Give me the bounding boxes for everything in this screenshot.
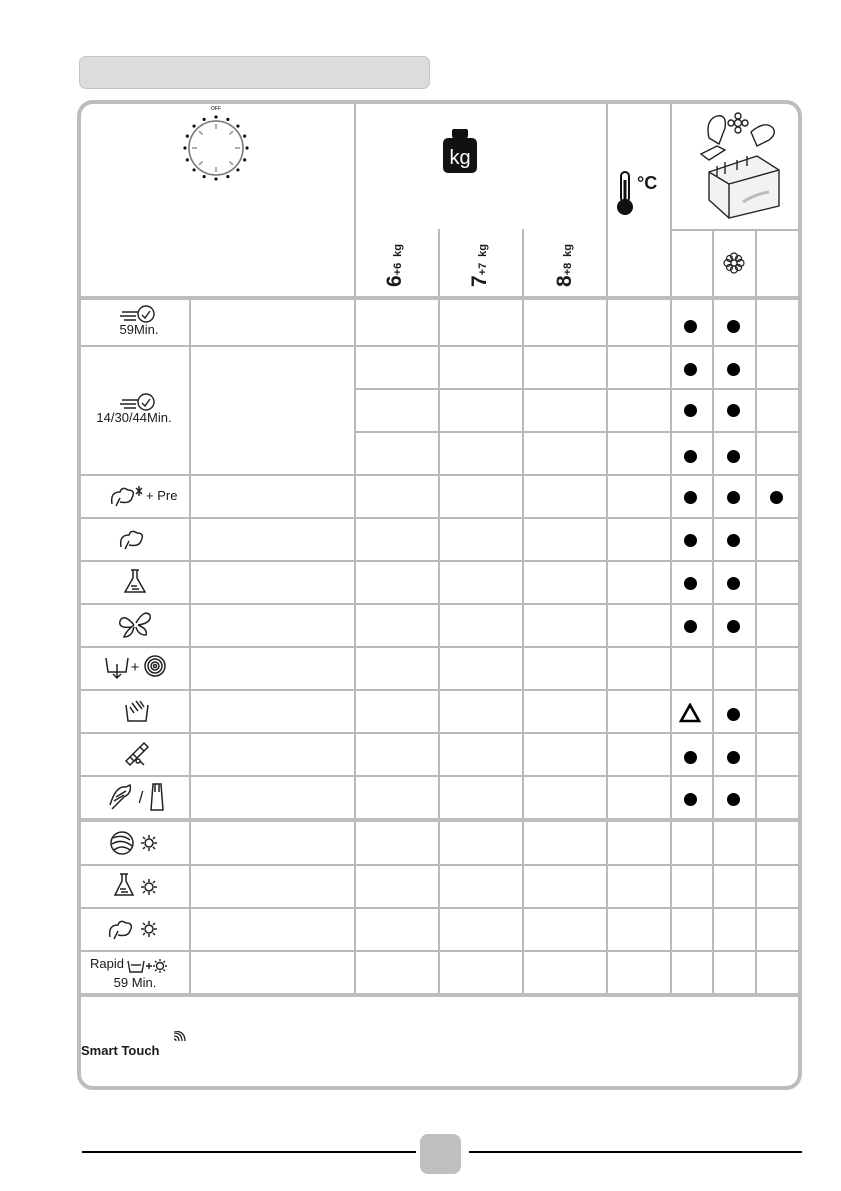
softener-flower-icon — [723, 252, 745, 274]
rapid-clock-icon — [118, 304, 158, 324]
detergent-dot-mark — [727, 404, 740, 417]
synthetic-flask-icon — [113, 872, 135, 898]
dial-off-label: OFF — [211, 106, 221, 112]
detergent-dot-mark — [684, 450, 697, 463]
cotton-icon — [117, 527, 149, 551]
detergent-dot-mark — [727, 620, 740, 633]
program-14-30-44min-label: 14/30/44Min. — [96, 410, 172, 425]
detergent-dot-mark — [770, 491, 783, 504]
weight-icon-label: kg — [449, 147, 471, 169]
detergent-dot-mark — [727, 708, 740, 721]
weight-icon — [443, 129, 477, 173]
detergent-dot-mark — [727, 363, 740, 376]
delicates-butterfly-icon — [116, 609, 154, 639]
grid-line — [81, 560, 798, 562]
grid-line — [81, 775, 798, 777]
rapid-wash-dry-icon — [127, 958, 167, 974]
grid-line — [354, 388, 798, 390]
footer-rule — [469, 1151, 802, 1153]
spin-icon — [143, 654, 167, 678]
grid-line — [606, 104, 608, 994]
detergent-dot-mark — [684, 404, 697, 417]
grid-line — [81, 345, 798, 347]
program-59min-label: 59Min. — [119, 322, 159, 337]
load-6kg-label: 6+6 kg — [383, 244, 406, 287]
detergent-dot-mark — [727, 751, 740, 764]
cotton-icon — [106, 917, 138, 941]
wool-hand-icon — [106, 781, 136, 811]
detergent-dot-mark — [727, 577, 740, 590]
program-rapid-label: Rapid — [90, 956, 124, 971]
grid-line — [522, 229, 524, 994]
grid-line — [81, 474, 798, 476]
grid-line — [81, 993, 798, 997]
detergent-dot-mark — [684, 534, 697, 547]
grid-line — [81, 296, 798, 300]
grid-line — [81, 646, 798, 648]
drain-icon — [104, 654, 130, 680]
wool-hand-slash: / — [138, 788, 144, 807]
grid-line — [670, 229, 798, 231]
detergent-dot-mark — [684, 320, 697, 333]
page-number-badge — [420, 1134, 461, 1174]
rinse-shower-icon — [124, 697, 150, 723]
grid-line — [81, 732, 798, 734]
detergent-dot-mark — [727, 793, 740, 806]
dry-sun-icon — [140, 834, 158, 852]
rapid-clock-icon — [118, 392, 158, 412]
dress-icon — [147, 782, 167, 812]
synthetic-flask-icon — [123, 568, 147, 596]
drain-spin-plus: + — [130, 659, 140, 676]
wool-ball-icon — [108, 830, 136, 856]
section-header-bar — [79, 56, 430, 89]
program-dial-icon — [180, 103, 252, 187]
smart-touch-signal-icon — [172, 1031, 190, 1049]
grid-line — [81, 950, 798, 952]
detergent-dot-mark — [727, 491, 740, 504]
grid-line — [81, 689, 798, 691]
grid-line — [354, 431, 798, 433]
program-rapid-59min-label: 59 Min. — [113, 975, 157, 990]
load-8kg-label: 8+8 kg — [553, 244, 576, 287]
detergent-dot-mark — [684, 577, 697, 590]
grid-line — [755, 229, 757, 994]
grid-line — [670, 104, 672, 994]
grid-line — [81, 864, 798, 866]
detergent-dot-mark — [684, 751, 697, 764]
footer-rule — [82, 1151, 416, 1153]
grid-line — [354, 104, 356, 994]
dry-sun-icon — [140, 878, 158, 896]
grid-line — [81, 603, 798, 605]
grid-line — [81, 818, 798, 822]
detergent-dot-mark — [684, 363, 697, 376]
detergent-dot-mark — [727, 534, 740, 547]
baby-bottle-icon — [122, 739, 152, 769]
detergent-drawer-icon — [695, 110, 791, 222]
program-pre-label: + Pre — [146, 488, 178, 503]
grid-line — [712, 229, 714, 994]
detergent-dot-mark — [727, 320, 740, 333]
grid-line — [81, 907, 798, 909]
grid-line — [81, 517, 798, 519]
detergent-dot-mark — [727, 450, 740, 463]
detergent-dot-mark — [684, 620, 697, 633]
grid-line — [438, 229, 440, 994]
temperature-unit-label: °C — [637, 173, 658, 193]
detergent-dot-mark — [684, 491, 697, 504]
cotton-stain-icon — [108, 484, 146, 508]
detergent-dot-mark — [684, 793, 697, 806]
dry-sun-icon — [140, 920, 158, 938]
load-7kg-label: 7+7 kg — [468, 244, 491, 287]
smart-touch-label: Smart Touch — [81, 1043, 160, 1058]
